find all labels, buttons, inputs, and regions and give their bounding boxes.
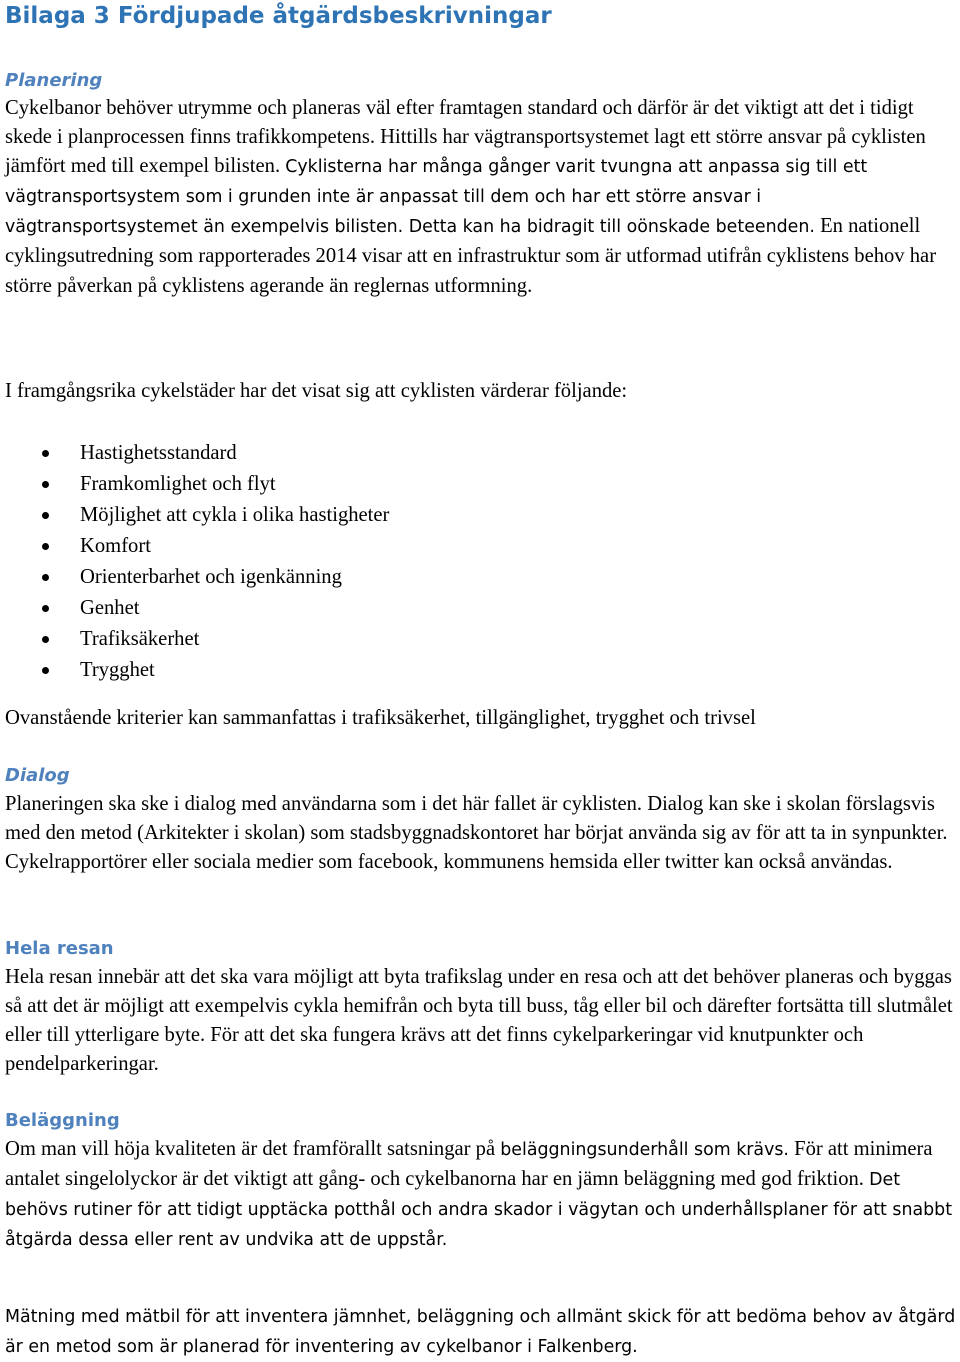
heading-hela-resan: Hela resan xyxy=(5,938,114,959)
belaggning-text-c: För att minimera antalet singelolyckor är det viktigt att gång- och cykelbanorna har en jämn beläggning med god friktion. xyxy=(5,1138,933,1191)
list-item xyxy=(5,562,389,593)
planering-text-b: Cyklisterna har många gånger varit tvungna att anpassa sig till ett vägtransportsystem som i grunden inte är anpassat till dem och har ett större ansvar i vägtransportsystemet än exempelvis bilisten. Detta kan ha bidragit till oönskade beteenden. xyxy=(5,157,868,238)
belaggning-text-b: beläggningsunderhåll som krävs. xyxy=(500,1140,789,1160)
criteria-list xyxy=(5,438,389,686)
bullet-icon xyxy=(42,481,49,488)
bullet-icon xyxy=(42,636,49,643)
page-title: Bilaga 3 Fördjupade åtgärdsbeskrivningar xyxy=(5,3,552,29)
bullet-icon xyxy=(42,512,49,519)
belaggning-text-a: Om man vill höja kvaliteten är det framförallt satsningar på xyxy=(5,1138,496,1160)
bullet-icon xyxy=(42,543,49,550)
heading-belaggning: Beläggning xyxy=(5,1110,120,1131)
list-item-label: Komfort xyxy=(80,535,151,557)
matning-text: Mätning med mätbil för att inventera jämnhet, beläggning och allmänt skick för att bedöma behov av åtgärd är en metod som är planerad för inventering av cykelbanor i Falkenberg. xyxy=(5,1307,956,1358)
list-item-label: Möjlighet att cykla i olika hastigheter xyxy=(80,504,390,526)
list-item xyxy=(5,593,389,624)
paragraph-planering-intro xyxy=(5,94,957,301)
list-item-label: Framkomlighet och flyt xyxy=(80,473,276,495)
planering-text-a: Cykelbanor behöver utrymme och planeras väl efter framtagen standard och därför är det viktigt att det i tidigt skede i planprocessen finns trafikkompetens. Hittills har vägtransportsystemet lagt ett större ansvar på cyklisten jämfört med till exempel bilisten. xyxy=(5,97,926,178)
list-item xyxy=(5,531,389,562)
bullet-icon xyxy=(42,450,49,457)
bullet-icon xyxy=(42,605,49,612)
list-item xyxy=(5,624,389,655)
list-item-label: Trygghet xyxy=(80,659,155,681)
heading-dialog: Dialog xyxy=(5,765,70,786)
list-item xyxy=(5,500,389,531)
paragraph-belaggning xyxy=(5,1135,957,1255)
list-item-label: Genhet xyxy=(80,597,140,619)
heading-planering: Planering xyxy=(5,70,103,91)
list-item-label: Orienterbarhet och igenkänning xyxy=(80,566,342,588)
list-item xyxy=(5,438,389,469)
paragraph-summary: Ovanstående kriterier kan sammanfattas i trafiksäkerhet, tillgänglighet, trygghet och trivsel xyxy=(5,707,756,729)
list-item xyxy=(5,469,389,500)
paragraph-matning xyxy=(5,1302,957,1362)
paragraph-dialog: Planeringen ska ske i dialog med användarna som i det här fallet är cyklisten. Dialog kan ske i skolan förslagsvis med den metod (Arkitekter i skolan) som stadsbyggnadskontoret har börjat använda sig av för att ta in synpunkter. Cykelrapportörer eller sociala medier som facebook, kommunens hemsida eller twitter kan också användas. xyxy=(5,793,948,874)
belaggning-text-d: Det behövs rutiner för att tidigt upptäcka potthål och andra skador i vägytan och underhållsplaner för att snabbt åtgärda dessa eller rent av undvika att de uppstår. xyxy=(5,1170,953,1251)
bullet-icon xyxy=(42,574,49,581)
list-item-label: Hastighetsstandard xyxy=(80,442,237,464)
bullet-icon xyxy=(42,667,49,674)
paragraph-cykelstader: I framgångsrika cykelstäder har det visat sig att cyklisten värderar följande: xyxy=(5,380,628,402)
planering-text-c: En nationell cyklingsutredning som rapporterades 2014 visar att en infrastruktur som är utformad utifrån cyklistens behov har större påverkan på cyklistens agerande än reglernas utformning. xyxy=(5,215,937,297)
list-item xyxy=(5,655,389,686)
list-item-label: Trafiksäkerhet xyxy=(80,628,200,650)
paragraph-hela-resan: Hela resan innebär att det ska vara möjligt att byta trafikslag under en resa och att det behöver planeras och byggas så att det är möjligt att exempelvis cykla hemifrån och byta till buss, tåg eller bil och därefter fortsätta till slutmålet eller till ytterligare byte. För att det ska fungera krävs att det finns cykelparkeringar vid knutpunkter och pendelparkeringar. xyxy=(5,966,953,1076)
